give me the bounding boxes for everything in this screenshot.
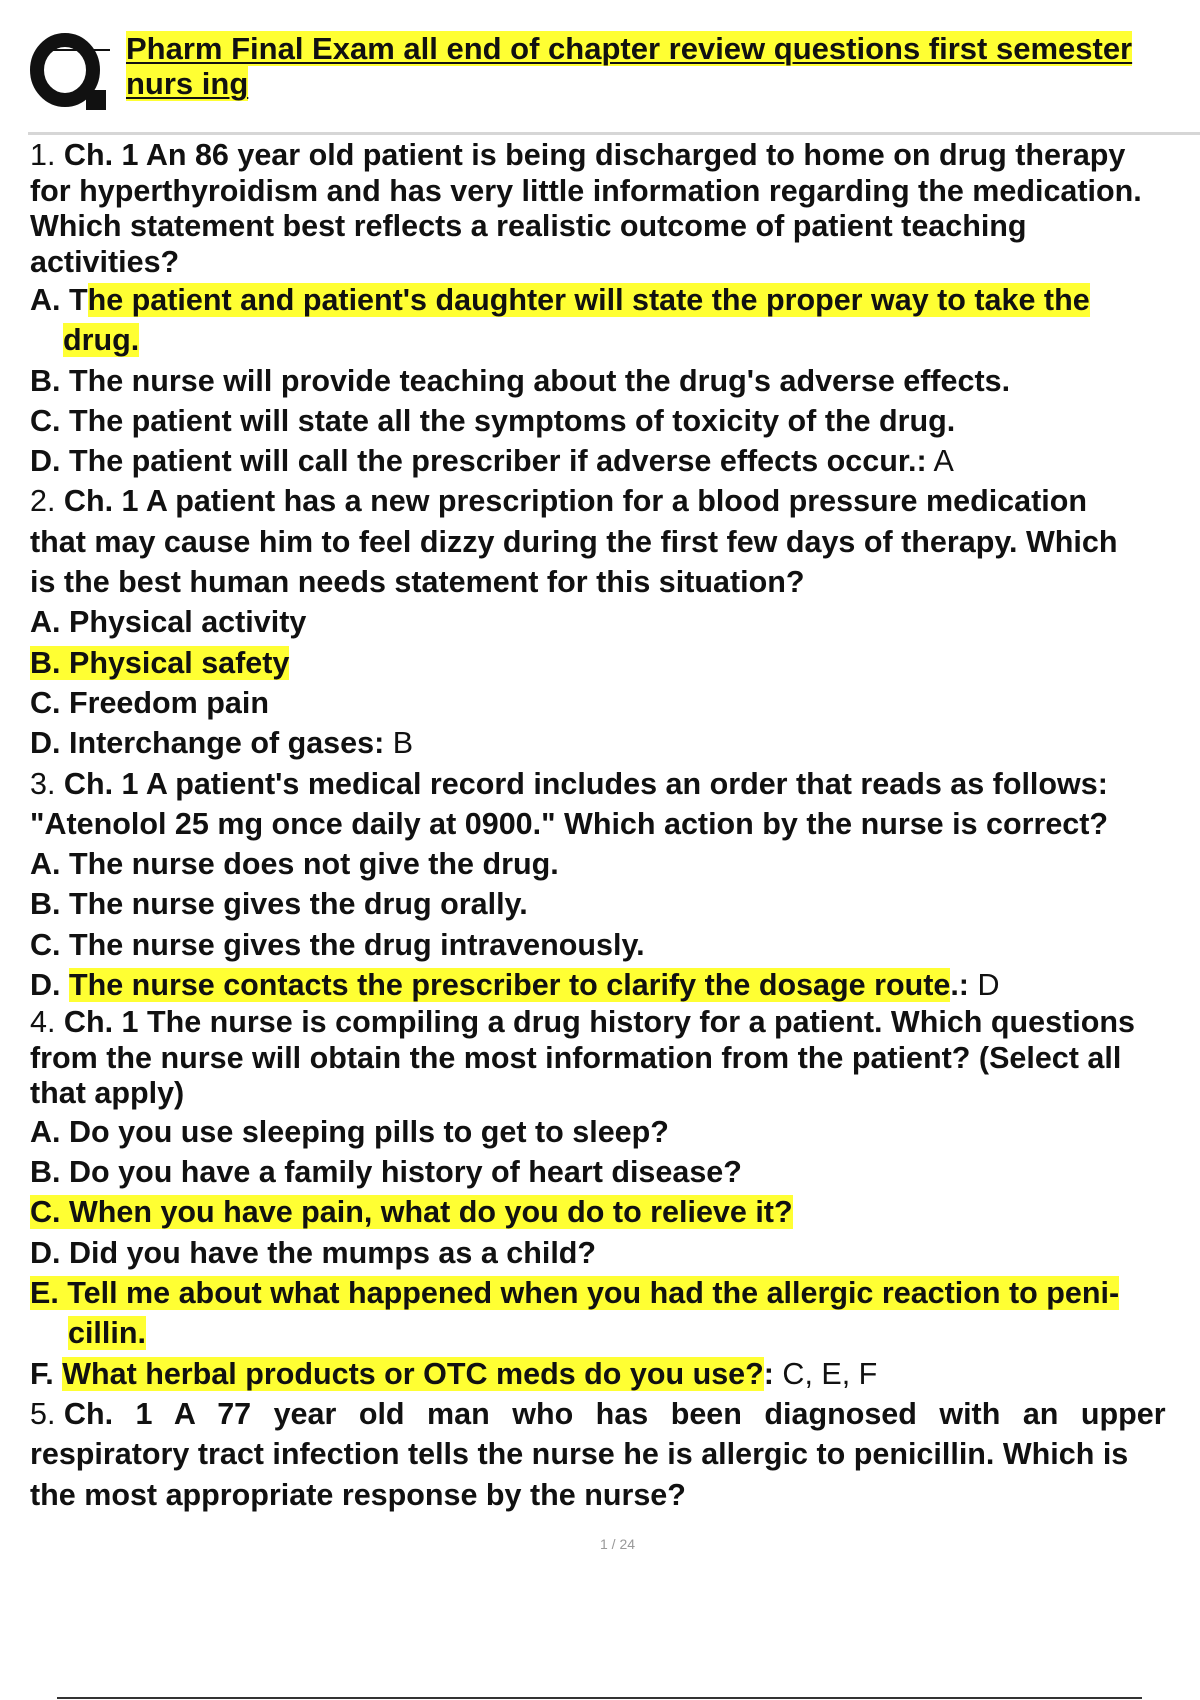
option-e-continued [30,1313,1200,1353]
option-text: A. Do you use sleeping pills to get to sleep? [30,1114,669,1149]
question-4-line [30,1041,1200,1077]
question-text: is the best human needs statement for this situation? [30,565,805,600]
highlighted-answer: drug. [63,323,140,358]
question-5-line [30,1394,1200,1434]
question-text: Ch. 1 A 77 year old man who has been diagnosed with an upper [63,1396,1166,1431]
option-text: D. Interchange of gases: [30,726,385,761]
option-b [30,884,1200,924]
option-a [30,280,1200,320]
option-text: C. The patient will state all the symptoms of toxicity of the drug. [30,403,956,438]
question-number: 1. [30,138,56,172]
option-c [30,925,1200,965]
document-header [0,0,1200,134]
question-2-line [30,562,1200,602]
option-text: D. The patient will call the prescriber if adverse effects occur.: [30,444,927,479]
question-number: 2. [30,484,56,519]
title-line-2: nurs ing [126,66,249,101]
question-3-line [30,764,1200,804]
page-bottom-divider [57,1697,1142,1699]
page-indicator: 1 / 24 [599,1536,636,1552]
option-e [30,1273,1200,1313]
option-letter: D. [30,968,69,1003]
option-letter: F. [30,1356,63,1391]
option-a [30,844,1200,884]
option-text: C. Freedom pain [30,685,269,720]
question-text: Which statement best reflects a realistic outcome of patient teaching [30,209,1027,243]
option-tail: .: [950,968,969,1003]
question-text: "Atenolol 25 mg once daily at 0900." Which action by the nurse is correct? [30,806,1109,841]
option-d [30,723,1200,763]
question-4-line [30,1076,1200,1112]
question-text: respiratory tract infection tells the nurse he is allergic to penicillin. Which is [30,1437,1129,1472]
option-text: B. Do you have a family history of heart disease? [30,1155,742,1190]
option-text: D. Did you have the mumps as a child? [30,1235,597,1270]
option-b [30,643,1200,683]
title-divider [28,132,1200,135]
title-line-1: Pharm Final Exam all end of chapter review questions first semester [126,31,1133,66]
question-text: that may cause him to feel dizzy during the first few days of therapy. Which [30,524,1118,559]
option-a [30,602,1200,642]
option-text: A. Physical activity [30,605,307,640]
option-d [30,1233,1200,1273]
question-number: 3. [30,766,56,801]
question-text: Ch. 1 An 86 year old patient is being discharged to home on drug therapy [63,138,1126,172]
question-text: from the nurse will obtain the most information from the patient? (Select all [30,1040,1122,1075]
highlighted-answer: cillin. [68,1316,146,1351]
question-text: activities? [30,244,180,279]
option-b [30,1152,1200,1192]
question-text: for hyperthyroidism and has very little information regarding the medication. [30,173,1142,208]
option-text: A. The nurse does not give the drug. [30,847,559,882]
question-number: 4. [30,1005,56,1040]
option-f [30,1354,1200,1394]
question-2-line [30,522,1200,562]
option-c [30,683,1200,723]
highlighted-answer: The nurse contacts the prescriber to clarify the dosage route [68,968,951,1003]
question-list [30,138,1200,1515]
option-text: B. The nurse will provide teaching about the drug's adverse effects. [30,363,1011,398]
question-text: Ch. 1 A patient has a new prescription for a blood pressure medication [63,484,1087,519]
question-text: the most appropriate response by the nurse? [30,1477,686,1512]
question-5-line [30,1475,1200,1515]
option-a-continued [30,320,1200,360]
highlighted-answer: he patient and patient's daughter will state the proper way to take the [87,283,1090,317]
option-b [30,361,1200,401]
highlighted-answer: B. Physical safety [30,645,290,680]
option-tail: : [763,1356,774,1391]
question-text: Ch. 1 The nurse is compiling a drug history for a patient. Which questions [63,1005,1135,1040]
question-2-line [30,481,1200,521]
option-text: C. The nurse gives the drug intravenously. [30,927,645,962]
answer-key: A [926,444,954,479]
q-logo-icon [28,28,110,112]
question-1-line [30,245,1200,281]
option-a [30,1112,1200,1152]
question-1-line [30,174,1200,210]
question-text: that apply) [30,1076,185,1111]
answer-key: C, E, F [773,1356,878,1391]
question-3-line [30,804,1200,844]
question-number: 5. [30,1396,56,1431]
question-4-line [30,1005,1200,1041]
highlighted-answer: What herbal products or OTC meds do you use? [62,1356,764,1391]
highlighted-answer: C. When you have pain, what do you do to relieve it? [30,1195,793,1230]
option-letter: A. T [30,283,88,317]
option-c [30,401,1200,441]
question-1-line [30,209,1200,245]
question-5-line [30,1434,1200,1474]
option-d [30,965,1200,1005]
question-text: Ch. 1 A patient's medical record includes an order that reads as follows: [63,766,1108,801]
answer-key: D [968,968,1000,1003]
answer-key: B [384,726,414,761]
option-c [30,1192,1200,1232]
option-d [30,441,1200,481]
option-text: B. The nurse gives the drug orally. [30,887,528,922]
document-title [126,31,1186,101]
question-1-line [30,138,1200,174]
highlighted-answer: E. Tell me about what happened when you had the allergic reaction to peni- [30,1276,1120,1311]
